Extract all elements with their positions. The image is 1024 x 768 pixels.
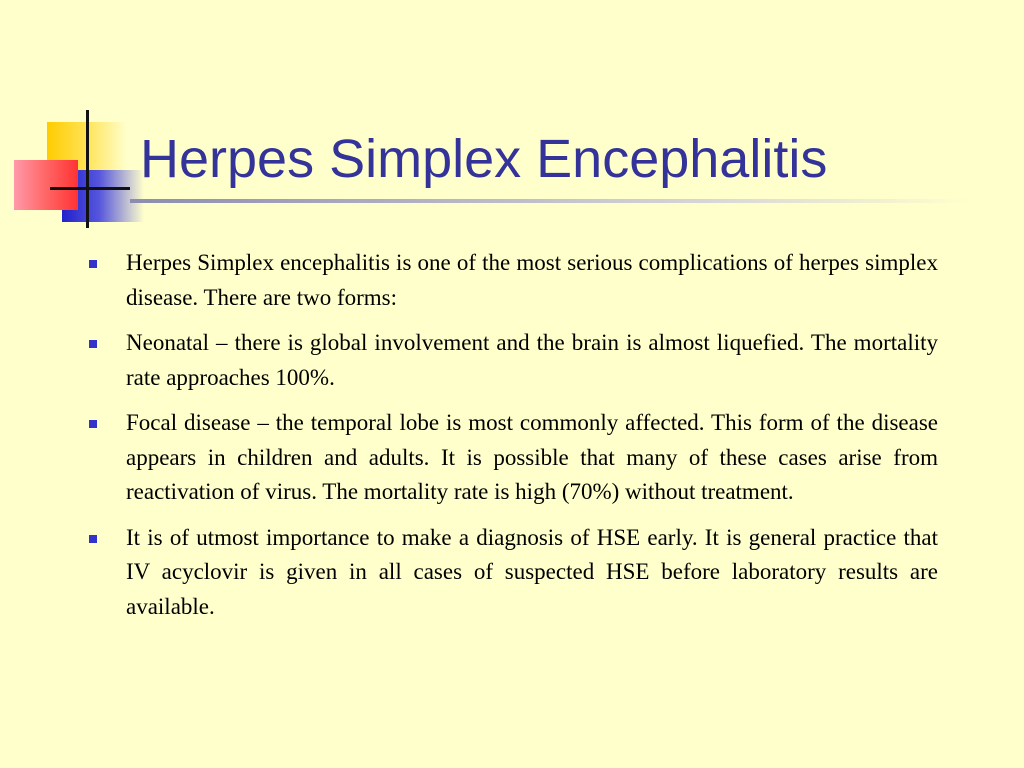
bullet-text: Neonatal – there is global involvement and the brain is almost liquefied. The mortality rate approaches 100%. — [126, 330, 938, 390]
bullet-text: Herpes Simplex encephalitis is one of the most serious complications of herpes simplex disease. There are two forms: — [126, 250, 938, 310]
red-square — [14, 160, 78, 210]
logo-vertical-line — [86, 110, 89, 228]
bullet-list — [88, 246, 938, 635]
slide-title: Herpes Simplex Encephalitis — [140, 129, 828, 189]
bullet-item — [88, 521, 938, 625]
decorative-squares-logo — [0, 0, 160, 230]
bullet-item — [88, 246, 938, 315]
bullet-square-icon — [89, 535, 97, 543]
bullet-square-icon — [89, 340, 97, 348]
bullet-text: It is of utmost importance to make a diagnosis of HSE early. It is general practice that IV acyclovir is given in all cases of suspected HSE before laboratory results are available. — [126, 524, 938, 619]
logo-horizontal-line — [50, 187, 130, 190]
bullet-square-icon — [89, 420, 97, 428]
bullet-square-icon — [89, 260, 97, 268]
bullet-item — [88, 406, 938, 510]
bullet-item — [88, 326, 938, 395]
bullet-text: Focal disease – the temporal lobe is most commonly affected. This form of the disease appears in children and adults. It is possible that many of these cases arise from reactivation of virus. The mortality rate is high (70%) without treatment. — [126, 410, 938, 504]
title-underline — [130, 199, 972, 203]
